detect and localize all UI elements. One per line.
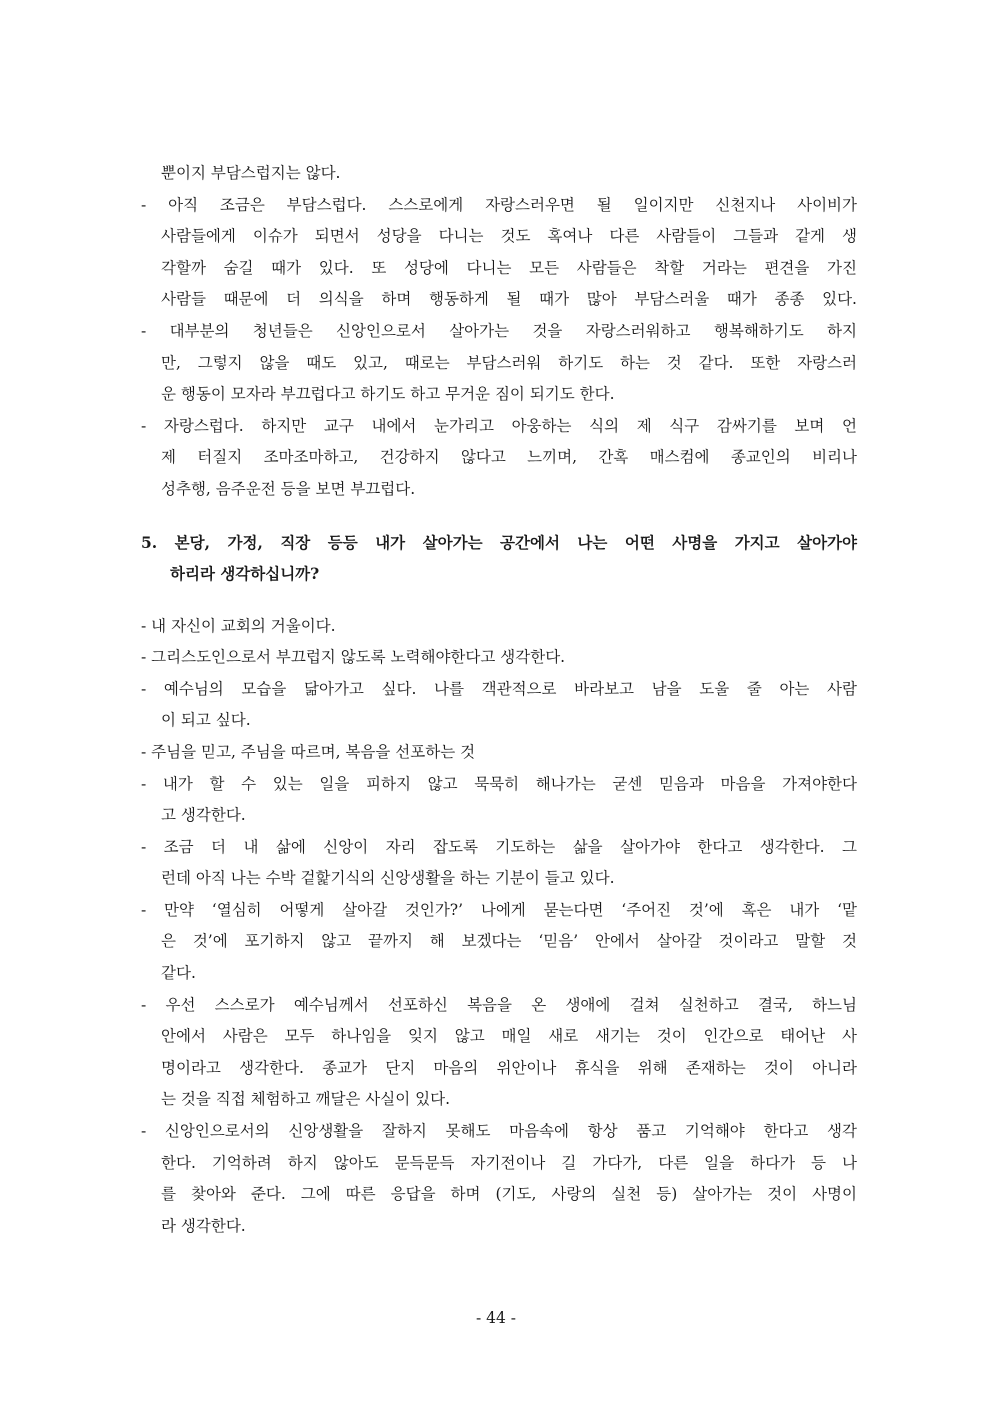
bullet-line: - 신앙인으로서의 신앙생활을 잘하지 못해도 마음속에 항상 품고 기억해야 한다고 생각 bbox=[141, 1122, 857, 1141]
bullet-line: - 대부분의 청년들은 신앙인으로서 살아가는 것을 자랑스러워하고 행복해하기도 하지 bbox=[141, 321, 857, 340]
text-line: 같다. bbox=[161, 964, 196, 983]
bullet-line: - 아직 조금은 부담스럽다. 스스로에게 자랑스러우면 될 일이지만 신천지나 사이비가 bbox=[141, 195, 857, 214]
text-line: 운 행동이 모자라 부끄럽다고 하기도 하고 무거운 짐이 되기도 한다. bbox=[161, 385, 615, 404]
page-content bbox=[141, 158, 857, 1242]
text-line: 명이라고 생각한다. 종교가 단지 마음의 위안이나 휴식을 위해 존재하는 것이 아니라 bbox=[161, 1058, 857, 1077]
text-line: 성추행, 음주운전 등을 보면 부끄럽다. bbox=[161, 479, 416, 498]
text-line: 사람들에게 이슈가 되면서 성당을 다니는 것도 혹여나 다른 사람들이 그들과 같게 생 bbox=[161, 227, 857, 246]
bullet-line: - 주님을 믿고, 주님을 따르며, 복음을 선포하는 것 bbox=[141, 742, 476, 761]
text-line: 안에서 사람은 모두 하나임을 잊지 않고 매일 새로 새기는 것이 인간으로 태어난 사 bbox=[161, 1027, 857, 1046]
bullet-line: - 만약 ‘열심히 어떻게 살아갈 것인가?’ 나에게 묻는다면 ‘주어진 것’에 혹은 내가 ‘맡 bbox=[141, 900, 857, 919]
text-line: 라 생각한다. bbox=[161, 1216, 246, 1235]
bullet-line: - 자랑스럽다. 하지만 교구 내에서 눈가리고 아웅하는 식의 제 식구 감싸기를 보며 언 bbox=[141, 416, 857, 435]
bullet-line: - 내 자신이 교회의 거울이다. bbox=[141, 616, 336, 635]
text-line: 은 것’에 포기하지 않고 끝까지 해 보겠다는 ‘믿음’ 안에서 살아갈 것이라고 말할 것 bbox=[161, 932, 857, 951]
text-line: 를 찾아와 준다. 그에 따른 응답을 하며 (기도, 사랑의 실천 등) 살아가는 것이 사명이 bbox=[161, 1185, 857, 1204]
page-number: - 44 - bbox=[475, 1309, 517, 1327]
bullet-line: - 우선 스스로가 예수님께서 선포하신 복음을 온 생애에 걸쳐 실천하고 결국, 하느님 bbox=[141, 995, 857, 1014]
question-heading-continued: 하리라 생각하십니까? bbox=[170, 563, 320, 583]
spacer bbox=[141, 506, 857, 527]
text-line: 제 터질지 조마조마하고, 건강하지 않다고 느끼며, 간혹 매스컴에 종교인의 비리나 bbox=[161, 448, 857, 467]
text-line: 사람들 때문에 더 의식을 하며 행동하게 될 때가 많아 부담스러울 때가 종종 있다. bbox=[161, 290, 857, 309]
text-line: 뿐이지 부담스럽지는 않다. bbox=[161, 164, 341, 182]
text-line: 만, 그렇지 않을 때도 있고, 때로는 부담스러워 하기도 하는 것 같다. 또한 자랑스러 bbox=[161, 353, 857, 372]
text-line: 각할까 숨길 때가 있다. 또 성당에 다니는 모든 사람들은 착할 거라는 편견을 가진 bbox=[161, 258, 857, 277]
text-line: 는 것을 직접 체험하고 깨달은 사실이 있다. bbox=[161, 1090, 451, 1109]
bullet-line: - 조금 더 내 삶에 신앙이 자리 잡도록 기도하는 삶을 살아가야 한다고 생각한다. 그 bbox=[141, 837, 857, 856]
text-line: 고 생각한다. bbox=[161, 806, 246, 825]
question-heading: 5. 본당, 가정, 직장 등등 내가 살아가는 공간에서 나는 어떤 사명을 가지고 살아가야 bbox=[141, 532, 857, 552]
text-line: 런데 아직 나는 수박 겉핥기식의 신앙생활을 하는 기분이 들고 있다. bbox=[161, 869, 615, 888]
bullet-line: - 그리스도인으로서 부끄럽지 않도록 노력해야한다고 생각한다. bbox=[141, 648, 566, 667]
bullet-line: - 예수님의 모습을 닮아가고 싶다. 나를 객관적으로 바라보고 남을 도울 줄 아는 사람 bbox=[141, 679, 857, 698]
spacer bbox=[141, 589, 857, 611]
text-line: 이 되고 싶다. bbox=[161, 711, 251, 730]
bullet-line: - 내가 할 수 있는 일을 피하지 않고 묵묵히 해나가는 굳센 믿음과 마음을 가져야한다 bbox=[141, 774, 857, 793]
text-line: 한다. 기억하려 하지 않아도 문득문득 자기전이나 길 가다가, 다른 일을 하다가 등 나 bbox=[161, 1153, 857, 1172]
